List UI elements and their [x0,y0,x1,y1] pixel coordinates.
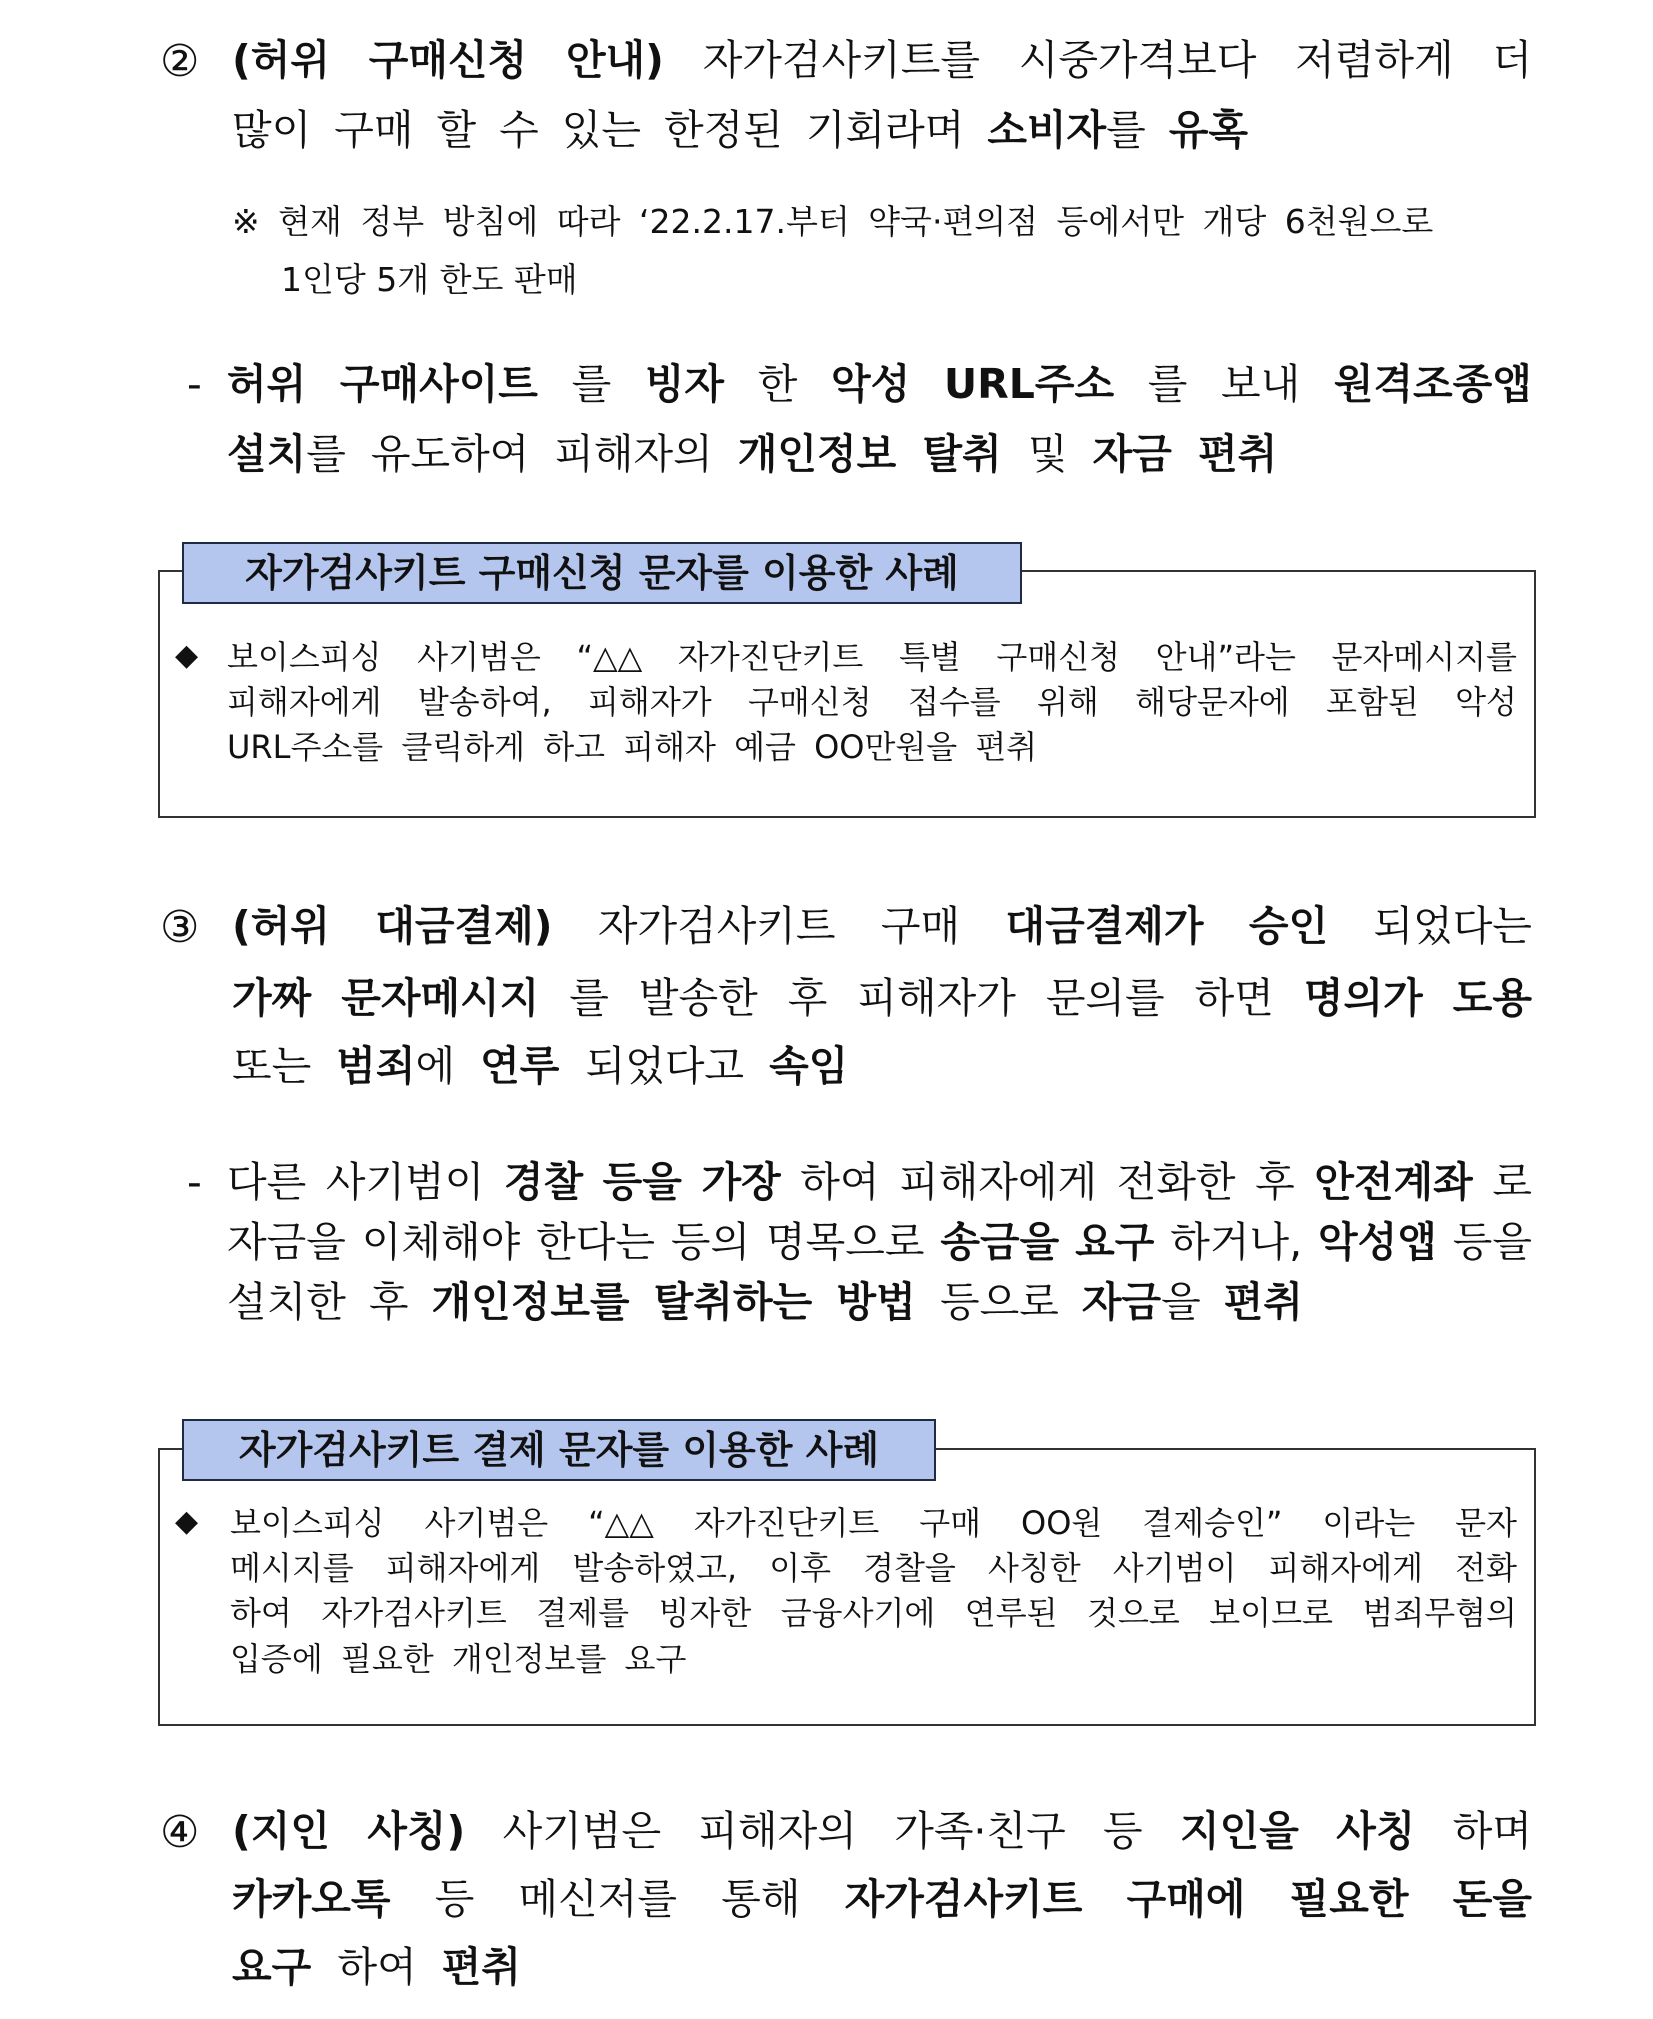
section-4-line-1 [232,1807,1532,1855]
bold-text: 빙자 [644,360,725,408]
bold-text: 지인을 [1180,1807,1299,1855]
case-box-line-1 [230,1504,1517,1542]
text: 이체해야 [361,1218,521,1266]
text: OO원 [1021,1504,1103,1542]
text: 발송하여, [417,683,552,721]
text: 사기범이 [325,1158,485,1206]
text: 피해자가 [857,974,1016,1022]
section-number: ④ [160,1807,200,1858]
bold-text: 승인 [1248,902,1329,950]
text: 하여 [230,1594,292,1632]
bold-text: 사칭) [367,1807,466,1855]
case-box-line-1 [227,638,1517,676]
text: 보이스피싱 [227,638,382,676]
text: 금융사기에 [780,1594,936,1632]
text: 자가검사키트 [321,1594,507,1632]
text: 빙자한 [658,1594,752,1632]
bold-text: 도용 [1452,974,1532,1022]
bold-text: 구매사이트 [339,360,538,408]
text: 메시지를 [230,1549,354,1587]
bold-text: 필요한 [1289,1875,1409,1923]
bold-text: URL주소 [943,360,1115,408]
text: 자가진단키트 [693,1504,880,1542]
bold-text: 요구 [232,1943,338,1991]
bold-text: 경찰 [503,1158,584,1206]
text: 자가검사키트 [597,902,836,950]
text: 경찰을 [863,1549,956,1587]
dash-marker: - [187,360,202,408]
bold-text: (허위 [232,36,330,84]
text: 이후 [769,1549,832,1587]
text: 메신저를 [518,1875,677,1923]
text: 또는 [232,1042,337,1090]
text: 구매 [880,902,961,950]
text: 문의를 [1045,974,1165,1022]
section-number: ② [160,36,200,87]
bold-text: 설치 [227,430,307,478]
text: 피해자의 [698,1807,857,1855]
text: 보이스피싱 [230,1504,385,1542]
dash-item-line-2 [227,430,1278,478]
text: 문자메시지를 [1331,638,1517,676]
text: 통해 [721,1875,801,1923]
bold-text: 돈을 [1452,1875,1532,1923]
bold-text: 편취 [1223,1278,1303,1326]
text: “△△ [576,638,643,676]
text: “△△ [588,1504,654,1542]
text: 할 수 있는 한정된 기회라며 [436,106,988,154]
text: 로 [1492,1158,1532,1206]
text: 한 [757,360,798,408]
text: 되었다고 [585,1042,770,1090]
text: 하거나, [1170,1218,1303,1266]
bold-text: 송금을 [940,1218,1060,1266]
section-3-line-3 [232,1042,849,1090]
case-box-title: 자가검사키트 구매신청 문자를 이용한 사례 [182,542,1022,604]
bold-text: 속임 [769,1042,849,1090]
text: 사기범은 [502,1807,662,1855]
bold-text: 대금결제가 [1005,902,1204,950]
case-box-title: 자가검사키트 결제 문자를 이용한 사례 [182,1419,936,1481]
case-box-payment [158,1448,1536,1726]
text: 에 [415,1042,481,1090]
section-4-line-2 [232,1875,1532,1923]
text: 보이므로 [1209,1594,1333,1632]
text: 등을 [1452,1218,1532,1266]
dash-item-line-1 [227,360,1532,408]
text: 하며 [1452,1807,1532,1855]
text: 결제승인” [1142,1504,1283,1542]
text: 다른 [227,1158,307,1206]
text: 저렴하게 [1295,36,1454,84]
text: 시중가격보다 [1018,36,1257,84]
text: 발송한 [638,974,758,1022]
diamond-bullet-icon: ◆ [175,638,199,673]
text: 연루된 [964,1594,1058,1632]
text: 전화한 [1116,1158,1236,1206]
text: 및 [1027,430,1093,478]
bold-text: (허위 [232,902,330,950]
bold-text: 문자메시지 [341,974,540,1022]
bold-text: 연루 [480,1042,586,1090]
text: 더 [1492,36,1532,84]
section-3-line-1 [232,902,1532,950]
text: 자가진단키트 [677,638,864,676]
text: 전화 [1455,1549,1517,1587]
note-line-1: ※ 현재 정부 방침에 따라 ‘22.2.17.부터 약국·편의점 등에서만 개당 6천원으로 [232,202,1434,241]
text: 접수를 [907,683,1001,721]
text: 를 [1147,360,1188,408]
text: 자금을 [227,1218,346,1266]
bold-text: 소비자 [987,106,1107,154]
bold-text: 안내) [565,36,664,84]
diamond-bullet-icon: ◆ [175,1504,199,1539]
section-2-line-2 [232,106,1249,154]
text: 포함된 [1326,683,1419,721]
case-box-line-2 [227,683,1517,721]
text: 사기범은 [424,1504,549,1542]
text: 많이 구매 [232,106,437,154]
text: 되었다는 [1373,902,1532,950]
bold-text: 원격조종앱 [1333,360,1532,408]
text: 후 [787,974,828,1022]
text: 를 유도하여 피해자의 [306,430,738,478]
text: 해당문자에 [1135,683,1290,721]
text: 를 [569,974,609,1022]
bold-text: 안전계좌 [1314,1158,1473,1206]
text: 명목으로 [766,1218,925,1266]
text: 설치한 후 [227,1278,432,1326]
bold-text: 가짜 [232,974,312,1022]
text: 하여 [800,1158,880,1206]
text: 피해자에게 [227,683,382,721]
bold-text: 가장 [701,1158,781,1206]
bold-text: 요구 [1075,1218,1155,1266]
bold-text: 자금 [1081,1278,1162,1326]
bold-text: 자금 편취 [1092,430,1278,478]
bold-text: 개인정보를 탈취하는 방법 [431,1278,940,1326]
text: 보내 [1220,360,1301,408]
text: 한다는 [536,1218,655,1266]
text: 후 [1255,1158,1295,1206]
text: 악성 [1455,683,1517,721]
text: 자가검사키트를 [702,36,980,84]
bold-text: 카카오톡 [232,1875,391,1923]
text: 것으로 [1087,1594,1180,1632]
text: 문자 [1455,1504,1517,1542]
text: 구매 [919,1504,982,1542]
text: 사칭한 [987,1549,1081,1587]
dash-item-line-1 [227,1158,1532,1206]
dash-item-line-3 [227,1278,1303,1326]
text: 사기범이 [1112,1549,1237,1587]
text: 안내”라는 [1155,638,1296,676]
bold-text: 자가검사키트 [844,1875,1083,1923]
text: 구매신청 [996,638,1121,676]
bold-text: 등을 [602,1158,682,1206]
bold-text: 구매신청 [368,36,528,84]
text: 를 [1106,106,1169,154]
text: 발송하였고, [572,1549,738,1587]
bold-text: 편취 [441,1943,521,1991]
section-2-line-1 [232,36,1532,84]
text: 등 [1103,1807,1143,1855]
case-box-line-4: 입증에 필요한 개인정보를 요구 [230,1640,687,1678]
section-3-line-2 [232,974,1532,1022]
text: 이라는 [1322,1504,1416,1542]
text: 사기범은 [417,638,541,676]
dash-item-line-2 [227,1218,1532,1266]
bold-text: 악성앱 [1318,1218,1437,1266]
text: 을 [1161,1278,1224,1326]
bold-text: 대금결제) [375,902,553,950]
text: 구매신청 [747,683,872,721]
bold-text: 범죄 [336,1042,416,1090]
section-4-line-3 [232,1943,521,1991]
case-box-line-3: URL주소를 클릭하게 하고 피해자 예금 OO만원을 편취 [227,728,1038,766]
text: 결제를 [536,1594,630,1632]
text: 위해 [1037,683,1099,721]
text: 등 [434,1875,475,1923]
bold-text: 사칭 [1336,1807,1416,1855]
text: 등으로 [940,1278,1082,1326]
bold-text: (지인 [232,1807,330,1855]
text: 피해자에게 [1268,1549,1424,1587]
bold-text: 유혹 [1168,106,1249,154]
text: 피해자에게 [385,1549,541,1587]
text: 등의 [670,1218,751,1266]
text: 하여 [337,1943,442,1991]
section-number: ③ [160,902,200,953]
bold-text: 악성 [830,360,911,408]
text: 피해자가 [588,683,712,721]
text: 피해자에게 [899,1158,1098,1206]
case-box-line-3 [230,1594,1517,1632]
text: 를 [571,360,612,408]
dash-marker: - [187,1158,202,1206]
bold-text: 개인정보 탈취 [737,430,1028,478]
text: 범죄무혐의 [1362,1594,1517,1632]
bold-text: 명의가 [1303,974,1423,1022]
text: 가족·친구 [894,1807,1066,1855]
note-line-2: 1인당 5개 한도 판매 [281,260,578,299]
case-box-line-2 [230,1549,1517,1587]
bold-text: 허위 [227,360,307,408]
text: 하면 [1194,974,1274,1022]
text: 특별 [898,638,961,676]
bold-text: 구매에 [1126,1875,1246,1923]
